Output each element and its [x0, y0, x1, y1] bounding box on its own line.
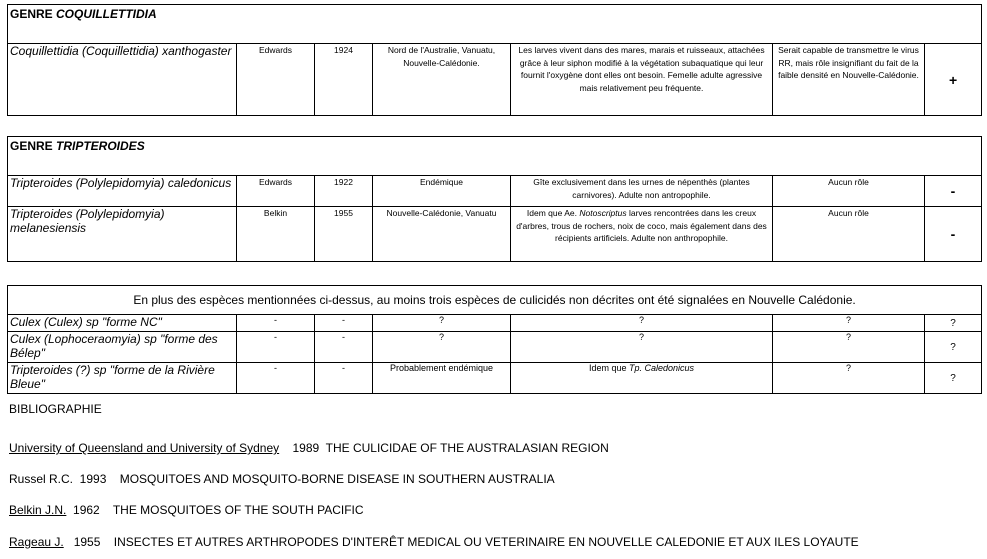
author: Belkin: [237, 207, 315, 262]
bibliography-entry: [9, 472, 555, 486]
table-row: [8, 363, 982, 394]
year: -: [315, 363, 373, 394]
species-name: Tripteroides (Polylepidomyia) caledonicus: [8, 176, 237, 207]
vector-role: ?: [773, 332, 925, 363]
biology-text: larves rencontrées dans les creux d'arbres, trous de rochers, noix de coco, mais également dans des récipients artificiels. Adulte non anthropophile.: [516, 208, 767, 243]
biology-text: Idem que: [588, 363, 629, 373]
reference-author[interactable]: University of Queensland and University of Sydney: [9, 441, 280, 455]
table-row: [8, 332, 982, 363]
distribution: ?: [373, 315, 511, 332]
importance-mark: -: [925, 207, 982, 262]
author: -: [237, 363, 315, 394]
genus-coquillettidia-table: [7, 4, 982, 116]
table-row: [8, 207, 982, 262]
species-name: Culex (Lophoceraomyia) sp "forme des Bélep": [8, 332, 237, 363]
biology: [511, 363, 773, 394]
genus-heading: [8, 5, 982, 44]
vector-role: ?: [773, 315, 925, 332]
biology: ?: [511, 332, 773, 363]
year: 1924: [315, 44, 373, 116]
genus-heading: [8, 137, 982, 176]
reference-title: 1993 MOSQUITOES AND MOSQUITO-BORNE DISEASE IN SOUTHERN AUSTRALIA: [73, 472, 555, 486]
year: -: [315, 332, 373, 363]
reference-title: 1989 THE CULICIDAE OF THE AUSTRALASIAN REGION: [279, 441, 609, 455]
table-row: [8, 176, 982, 207]
biology-species-ref: Tp. Caledonicus: [628, 363, 695, 373]
biology-species-ref: Notoscriptus: [579, 208, 627, 218]
author: -: [237, 315, 315, 332]
genus-prefix: GENRE: [10, 139, 57, 153]
author: -: [237, 332, 315, 363]
importance-mark: -: [925, 176, 982, 207]
vector-role: ?: [773, 363, 925, 394]
table-row: [8, 315, 982, 332]
species-name: Tripteroides (?) sp "forme de la Rivière Bleue": [8, 363, 237, 394]
importance-mark: ?: [925, 332, 982, 363]
distribution: Probablement endémique: [373, 363, 511, 394]
species-name: Coquillettidia (Coquillettidia) xanthogaster: [8, 44, 237, 116]
undescribed-species-table: [7, 285, 982, 394]
reference-title: 1962 THE MOSQUITOES OF THE SOUTH PACIFIC: [66, 503, 364, 517]
year: -: [315, 315, 373, 332]
reference-title: 1955 INSECTES ET AUTRES ARTHROPODES D'INTERÊT MEDICAL OU VETERINAIRE EN NOUVELLE CALEDONIE ET AUX ILES LOYAUTE: [63, 535, 859, 549]
importance-mark: +: [925, 44, 982, 116]
genus-name: COQUILLETTIDIA: [56, 7, 157, 21]
author: Edwards: [237, 176, 315, 207]
year: 1955: [315, 207, 373, 262]
species-name: Culex (Culex) sp "forme NC": [8, 315, 237, 332]
genus-tripteroides-table: [7, 136, 982, 262]
year: 1922: [315, 176, 373, 207]
reference-author[interactable]: Rageau J.: [9, 535, 64, 549]
distribution: Nouvelle-Calédonie, Vanuatu: [373, 207, 511, 262]
table-row: [8, 44, 982, 116]
importance-mark: ?: [925, 315, 982, 332]
genus-name: TRIPTEROIDES: [56, 139, 145, 153]
vector-role: Serait capable de transmettre le virus RR, mais rôle insignifiant du fait de la faible densité en Nouvelle-Calédonie.: [773, 44, 925, 116]
bibliography-entry: [9, 503, 364, 517]
biology-text: Idem que Ae.: [526, 208, 580, 218]
distribution: Endémique: [373, 176, 511, 207]
biology: [511, 207, 773, 262]
vector-role: Aucun rôle: [773, 207, 925, 262]
reference-author[interactable]: Belkin J.N.: [9, 503, 67, 517]
undescribed-note: En plus des espèces mentionnées ci-dessus, au moins trois espèces de culicidés non décrites ont été signalées en Nouvelle Calédonie.: [8, 286, 982, 315]
vector-role: Aucun rôle: [773, 176, 925, 207]
distribution: ?: [373, 332, 511, 363]
distribution: Nord de l'Australie, Vanuatu, Nouvelle-Calédonie.: [373, 44, 511, 116]
bibliography-heading: BIBLIOGRAPHIE: [9, 402, 102, 416]
bibliography-entry: [9, 535, 859, 549]
author: Edwards: [237, 44, 315, 116]
species-name: Tripteroides (Polylepidomyia) melanesiensis: [8, 207, 237, 262]
biology: Les larves vivent dans des mares, marais et ruisseaux, attachées grâce à leur siphon modifié à la végétation subaquatique qui leur fournit l'oxygène dont elles ont besoin. Femelle adulte agressive mais relativement peu fréquente.: [511, 44, 773, 116]
bibliography-entry: [9, 441, 609, 455]
importance-mark: ?: [925, 363, 982, 394]
reference-author: Russel R.C.: [9, 472, 74, 486]
biology: ?: [511, 315, 773, 332]
biology: Gîte exclusivement dans les urnes de népenthès (plantes carnivores). Adulte non antropophile.: [511, 176, 773, 207]
genus-prefix: GENRE: [10, 7, 57, 21]
